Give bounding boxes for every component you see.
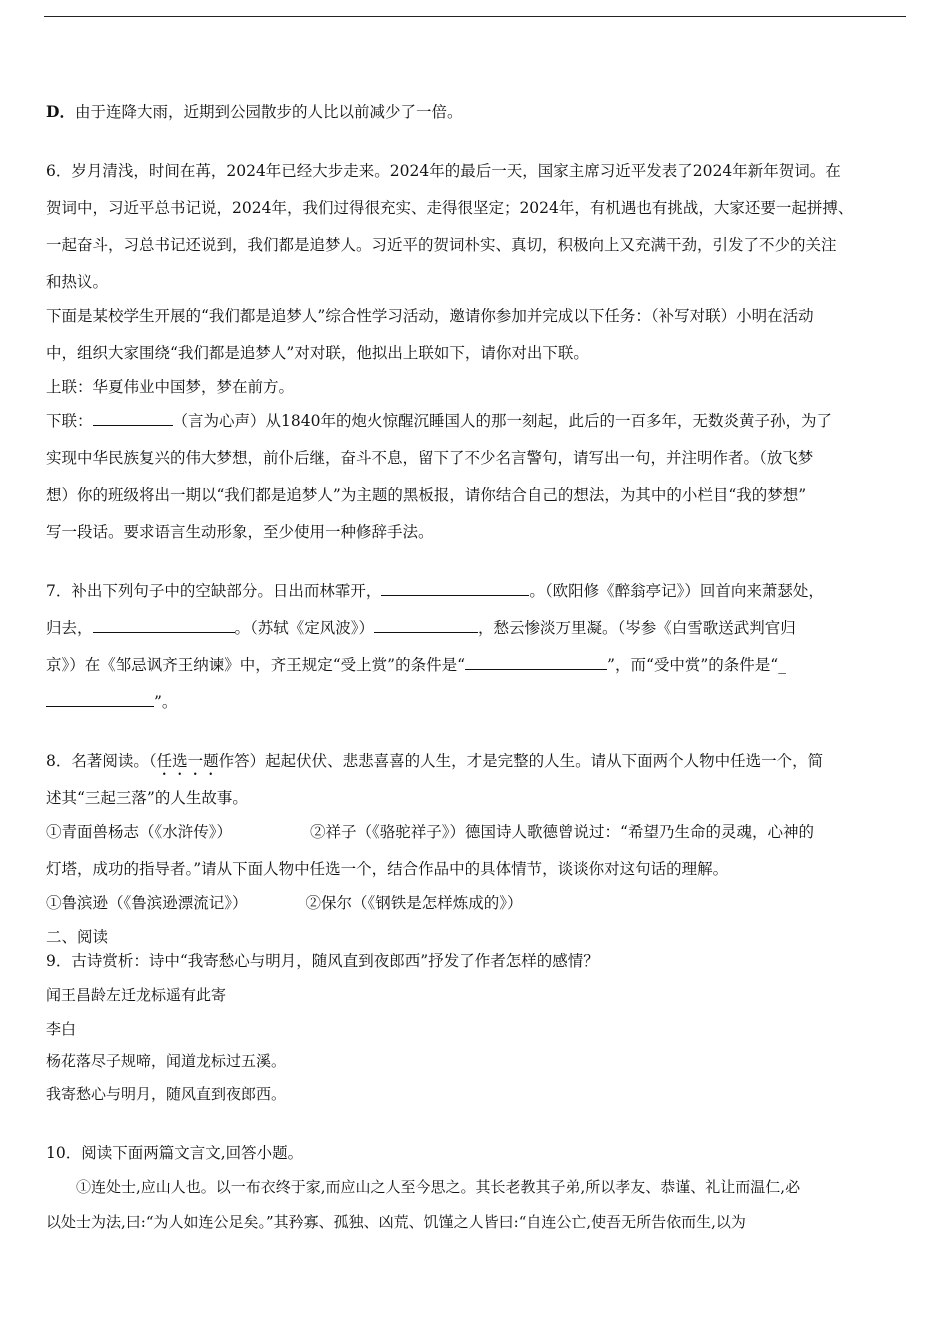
q7-text: ”。 <box>154 693 178 711</box>
q6-line-4: 和热议。 <box>46 273 109 291</box>
poem-line-1: 杨花落尽子规啼，闻道龙标过五溪。 <box>46 1052 287 1070</box>
option-d-text: 由于连降大雨，近期到公园散步的人比以前减少了一倍。 <box>74 103 463 121</box>
q8-line-2: 述其“三起三落”的人生故事。 <box>46 789 248 807</box>
q8-text: 8．名著阅读。（ <box>46 752 157 770</box>
q8-option-2: ②祥子（《骆驼祥子》）德国诗人歌德曾说过：“希望乃生命的灵魂，心神的 <box>310 823 814 841</box>
q6-line-5: 下面是某校学生开展的“我们都是追梦人”综合性学习活动，邀请你参加并完成以下任务：（补写对联）小明在活动 <box>46 307 814 325</box>
q6-line-2: 贺词中，习近平总书记说，2024年，我们过得很充实、走得很坚定；2024年，有机遇也有挑战，大家还要一起拼搏、 <box>46 199 854 217</box>
q7-line-1 <box>46 580 904 602</box>
q7-text: 。（苏轼《定风波》） <box>234 619 375 637</box>
poem-title: 闻王昌龄左迁龙标遥有此寄 <box>46 986 227 1004</box>
q6-line-10: 想）你的班级将出一期以“我们都是追梦人”为主题的黑板报，请你结合自己的想法，为其中的小栏目“我的梦想” <box>46 486 807 504</box>
q6-line-3: 一起奋斗，习总书记还说到，我们都是追梦人。习近平的贺词朴实、真切，积极向上又充满干劲，引发了不少的关注 <box>46 236 837 254</box>
answer-blank[interactable] <box>381 581 529 596</box>
answer-blank[interactable] <box>93 618 235 633</box>
q6-line-9: 实现中华民族复兴的伟大梦想，前仆后继，奋斗不息，留下了不少名言警句，请写出一句，并注明作者。（放飞梦 <box>46 449 814 467</box>
q7-text: ”，而“受中赏”的条件是“_ <box>607 656 786 674</box>
q6-line-11: 写一段话。要求语言生动形象，至少使用一种修辞手法。 <box>46 523 434 541</box>
q7-text: 京》）在《邹忌讽齐王纳谏》中，齐王规定“受上赏”的条件是“ <box>46 656 466 674</box>
q7-line-4 <box>46 691 904 713</box>
q7-line-2 <box>46 617 904 639</box>
answer-blank[interactable] <box>46 692 154 707</box>
q8-option-3: ①鲁滨逊（《鲁滨逊漂流记》） <box>46 894 248 912</box>
q8-emphasis-text: 任选一题 <box>156 752 219 770</box>
option-d <box>46 101 904 123</box>
q7-text: 7．补出下列句子中的空缺部分。日出而林霏开， <box>46 582 382 600</box>
poem-line-2: 我寄愁心与明月，随风直到夜郎西。 <box>46 1085 287 1103</box>
q7-text: 。（欧阳修《醉翁亭记》）回首向来萧瑟处， <box>529 582 824 600</box>
q7-line-3 <box>46 654 904 676</box>
q10-passage-line-2: 以处士为法,曰:“为人如连公足矣。”其矜寡、孤独、凶荒、饥馑之人皆曰:“自连公亡,使吾无所告依而生,以为 <box>46 1213 746 1231</box>
q6-line-7: 上联：华夏伟业中国梦，梦在前方。 <box>46 378 295 396</box>
q10-question: 10．阅读下面两篇文言文,回答小题。 <box>46 1144 304 1162</box>
q6-line-1: 6．岁月清浅，时间在苒，2024年已经大步走来。2024年的最后一天，国家主席习近平发表了2024年新年贺词。在 <box>46 162 841 180</box>
section-heading: 二、阅读 <box>46 928 109 946</box>
q8-line-1 <box>46 750 904 779</box>
q6-line-8-text: （言为心声）从1840年的炮火惊醒沉睡国人的那一刻起，此后的一百多年，无数炎黄子孙，为了 <box>172 412 832 430</box>
header-rule <box>44 16 906 17</box>
option-d-label: D． <box>46 102 75 121</box>
q9-question: 9．古诗赏析：诗中“我寄愁心与明月，随风直到夜郎西”抒发了作者怎样的感情？ <box>46 952 599 970</box>
q10-passage-line-1: ①连处士,应山人也。以一布衣终于家,而应山之人至今思之。其长老教其子弟,所以孝友、恭谨、礼让而温仁,必 <box>76 1178 801 1196</box>
poem-author: 李白 <box>46 1020 77 1038</box>
q8-line-5 <box>46 892 904 914</box>
q7-text: 归去， <box>46 619 93 637</box>
answer-blank[interactable] <box>465 655 607 670</box>
q6-line-6: 中，组织大家围绕“我们都是追梦人”对对联，他拟出上联如下，请你对出下联。 <box>46 344 589 362</box>
answer-blank[interactable] <box>374 618 478 633</box>
q8-option-1: ①青面兽杨志（《水浒传》） <box>46 823 233 841</box>
q7-text: ，愁云惨淡万里凝。（岑参《白雪歌送武判官归 <box>478 619 796 637</box>
q8-option-4: ②保尔（《钢铁是怎样炼成的》） <box>305 894 523 912</box>
q8-line-4: 灯塔，成功的指导者。”请从下面人物中任选一个，结合作品中的具体情节，谈谈你对这句话的理解。 <box>46 860 729 878</box>
answer-blank[interactable] <box>93 411 173 426</box>
q6-line-8-label: 下联： <box>46 412 93 430</box>
q8-text: 作答）起起伏伏、悲悲喜喜的人生，才是完整的人生。请从下面两个人物中任选一个，简 <box>218 752 824 770</box>
q6-line-8 <box>46 410 904 432</box>
q8-line-3 <box>46 821 904 843</box>
